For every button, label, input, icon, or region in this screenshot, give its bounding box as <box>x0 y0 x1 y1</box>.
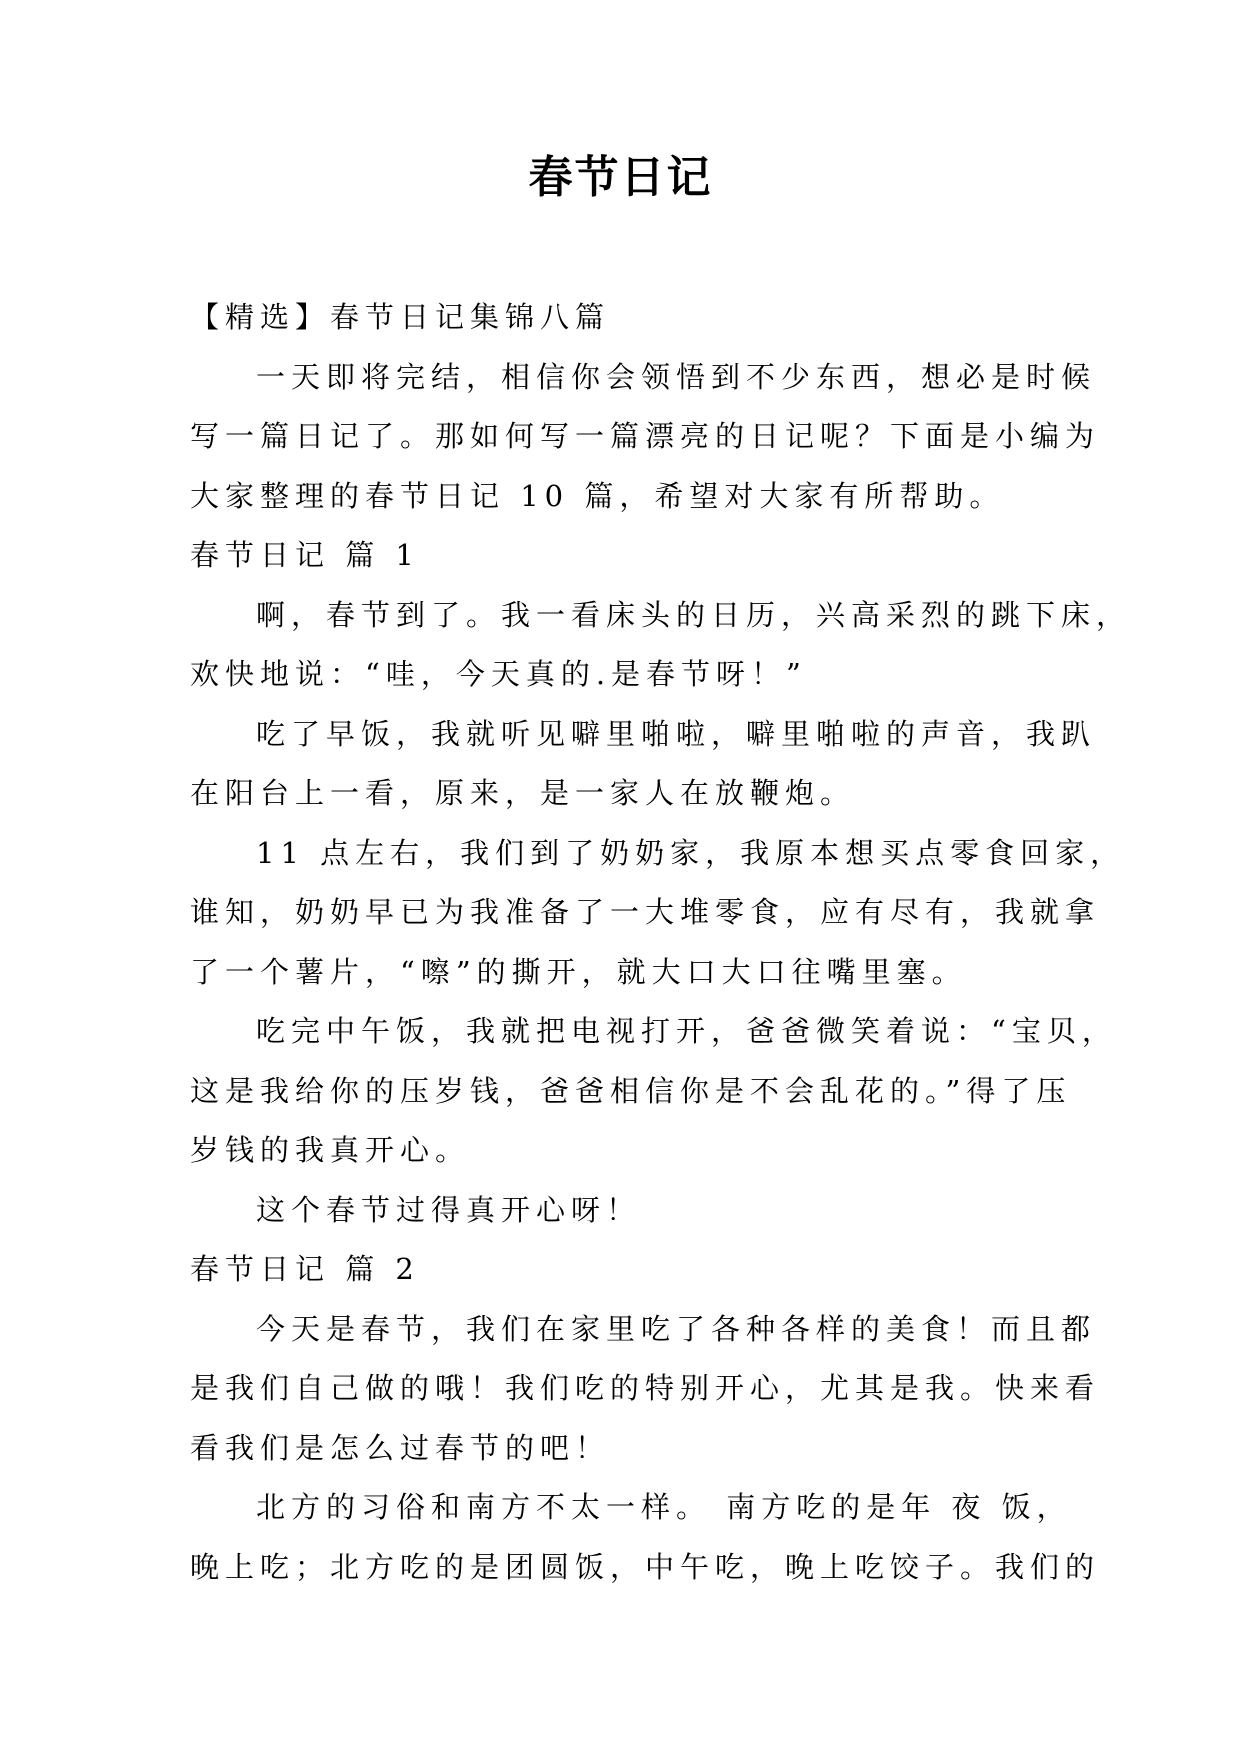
paragraph-line: 一天即将完结，相信你会领悟到不少东西，想必是时候 <box>256 359 1097 394</box>
paragraph-line: 是我们自己做的哦！我们吃的特别开心，尤其是我。快来看 <box>190 1371 1101 1405</box>
paragraph-line: 这个春节过得真开心呀！ <box>256 1192 642 1227</box>
paragraph-line: 今天是春节，我们在家里吃了各种各样的美食！而且都 <box>256 1311 1097 1346</box>
section-heading-2: 春节日记 篇 2 <box>190 1252 420 1286</box>
paragraph-line: 在阳台上一看，原来，是一家人在放鞭炮。 <box>190 776 856 810</box>
paragraph-line: 北方的习俗和南方不太一样。 南方吃的是年 夜 饭， <box>256 1490 1072 1524</box>
paragraph-line: 看我们是怎么过春节的吧！ <box>190 1430 611 1465</box>
paragraph-line: 岁钱的我真开心。 <box>190 1133 471 1167</box>
paragraph-line: 欢快地说：“哇，今天真的.是春节呀！” <box>190 657 807 691</box>
paragraph-line: 吃完中午饭，我就把电视打开，爸爸微笑着说：“宝贝， <box>256 1014 1117 1048</box>
paragraph-line: 谁知，奶奶早已为我准备了一大堆零食，应有尽有，我就拿 <box>190 895 1101 929</box>
paragraph-line: 11 点左右，我们到了奶奶家，我原本想买点零食回家， <box>256 835 1126 870</box>
paragraph-line: 吃了早饭，我就听见噼里啪啦，噼里啪啦的声音，我趴 <box>256 716 1097 751</box>
subtitle-line: 【精选】春节日记集锦八篇 <box>190 300 611 334</box>
paragraph-line: 这是我给你的压岁钱，爸爸相信你是不会乱花的。”得了压 <box>190 1073 1072 1108</box>
section-heading-1: 春节日记 篇 1 <box>190 538 420 572</box>
paragraph-line: 晚上吃；北方吃的是团圆饭，中午吃，晚上吃饺子。我们的 <box>190 1549 1101 1584</box>
document-title: 春节日记 <box>528 152 713 203</box>
paragraph-line: 大家整理的春节日记 10 篇，希望对大家有所帮助。 <box>190 478 1005 513</box>
paragraph-line: 了一个薯片，“嚓”的撕开，就大口大口往嘴里塞。 <box>190 954 967 989</box>
paragraph-line: 啊，春节到了。我一看床头的日历，兴高采烈的跳下床， <box>256 597 1132 632</box>
document-body <box>190 288 1132 1597</box>
paragraph-line: 写一篇日记了。那如何写一篇漂亮的日记呢？下面是小编为 <box>190 419 1101 453</box>
